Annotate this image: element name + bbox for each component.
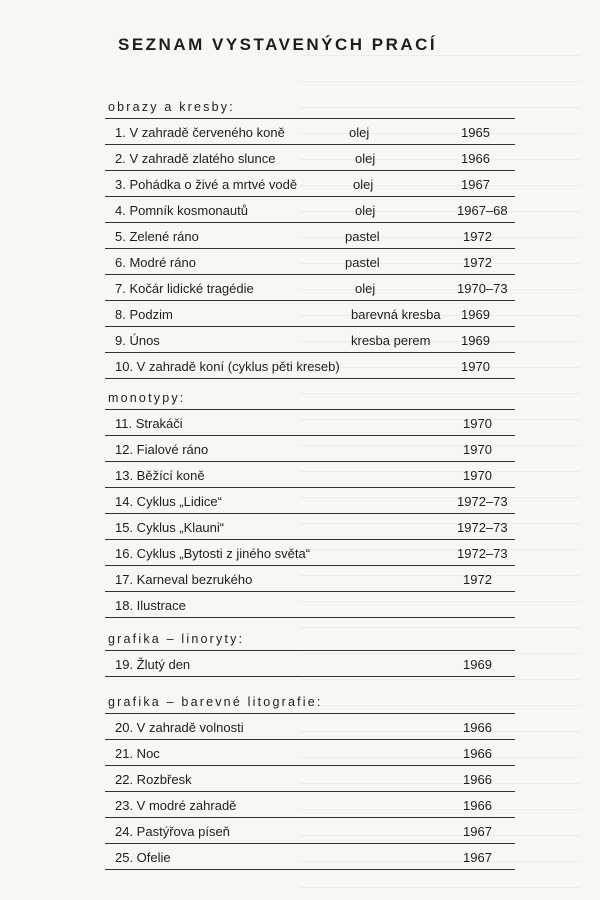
work-year: 1966 <box>461 151 490 166</box>
work-year: 1972 <box>463 229 492 244</box>
work-year: 1970 <box>463 468 492 483</box>
table-row <box>105 817 515 844</box>
work-technique: pastel <box>345 229 380 244</box>
section-bottom-rule <box>105 676 515 677</box>
work-title: 8. Podzim <box>115 307 173 322</box>
table-row <box>105 170 515 197</box>
work-year: 1969 <box>461 333 490 348</box>
work-year: 1966 <box>463 798 492 813</box>
work-technique: kresba perem <box>351 333 431 348</box>
section-label: monotypy: <box>108 391 186 405</box>
work-title: 24. Pastýřova píseň <box>115 824 230 839</box>
section-label: grafika – linoryty: <box>108 632 245 646</box>
table-row <box>105 565 515 592</box>
section-label: obrazy a kresby: <box>108 100 235 114</box>
table-row <box>105 118 515 145</box>
work-year: 1972 <box>463 255 492 270</box>
work-title: 12. Fialové ráno <box>115 442 209 457</box>
work-title: 2. V zahradě zlatého slunce <box>115 151 276 166</box>
table-row <box>105 248 515 275</box>
work-year: 1966 <box>463 746 492 761</box>
work-title: 11. Strakáči <box>115 416 183 431</box>
work-year: 1965 <box>461 125 490 140</box>
work-year: 1967–68 <box>457 203 508 218</box>
work-title: 13. Běžící koně <box>115 468 205 483</box>
work-title: 20. V zahradě volnosti <box>115 720 244 735</box>
work-technique: olej <box>349 125 370 140</box>
work-title: 18. Ilustrace <box>115 598 186 613</box>
work-year: 1972–73 <box>457 494 508 509</box>
work-technique: olej <box>355 203 376 218</box>
section-label: grafika – barevné litografie: <box>108 695 323 709</box>
table-row <box>105 591 515 618</box>
table-row <box>105 144 515 171</box>
work-technique: olej <box>355 151 376 166</box>
work-title: 10. V zahradě koní (cyklus pěti kreseb) <box>115 359 340 374</box>
work-year: 1970–73 <box>457 281 508 296</box>
table-row <box>105 539 515 566</box>
work-title: 15. Cyklus „Klauni“ <box>115 520 225 535</box>
work-title: 16. Cyklus „Bytosti z jiného světa“ <box>115 546 311 561</box>
work-title: 21. Noc <box>115 746 160 761</box>
work-title: 9. Únos <box>115 333 160 348</box>
work-year: 1967 <box>461 177 490 192</box>
table-row <box>105 513 515 540</box>
section-bottom-rule <box>105 869 515 870</box>
section-bottom-rule <box>105 378 515 379</box>
section-bottom-rule <box>105 617 515 618</box>
work-title: 19. Žlutý den <box>115 657 191 672</box>
work-year: 1970 <box>463 416 492 431</box>
table-row <box>105 843 515 870</box>
work-year: 1970 <box>463 442 492 457</box>
table-row <box>105 487 515 514</box>
table-row <box>105 435 515 462</box>
table-row <box>105 274 515 301</box>
work-year: 1970 <box>461 359 490 374</box>
work-technique: olej <box>355 281 376 296</box>
work-title: 1. V zahradě červeného koně <box>115 125 285 140</box>
work-title: 3. Pohádka o živé a mrtvé vodě <box>115 177 298 192</box>
work-year: 1969 <box>461 307 490 322</box>
work-year: 1972 <box>463 572 492 587</box>
work-year: 1972–73 <box>457 520 508 535</box>
work-title: 25. Ofelie <box>115 850 171 865</box>
work-technique: barevná kresba <box>351 307 441 322</box>
table-row <box>105 791 515 818</box>
work-technique: pastel <box>345 255 380 270</box>
work-year: 1966 <box>463 772 492 787</box>
table-row <box>105 765 515 792</box>
table-row <box>105 713 515 740</box>
work-title: 22. Rozbřesk <box>115 772 192 787</box>
work-year: 1969 <box>463 657 492 672</box>
work-year: 1967 <box>463 850 492 865</box>
table-row <box>105 326 515 353</box>
table-row <box>105 409 515 436</box>
work-title: 4. Pomník kosmonautů <box>115 203 248 218</box>
work-title: 14. Cyklus „Lidice“ <box>115 494 222 509</box>
table-row <box>105 300 515 327</box>
work-title: 17. Karneval bezrukého <box>115 572 253 587</box>
work-year: 1972–73 <box>457 546 508 561</box>
work-year: 1966 <box>463 720 492 735</box>
work-title: 6. Modré ráno <box>115 255 196 270</box>
table-row <box>105 461 515 488</box>
work-title: 5. Zelené ráno <box>115 229 199 244</box>
work-year: 1967 <box>463 824 492 839</box>
work-title: 7. Kočár lidické tragédie <box>115 281 254 296</box>
table-row <box>105 650 515 677</box>
table-row <box>105 222 515 249</box>
page-title: SEZNAM VYSTAVENÝCH PRACÍ <box>118 35 438 54</box>
work-technique: olej <box>353 177 374 192</box>
table-row <box>105 739 515 766</box>
table-row <box>105 352 515 379</box>
table-row <box>105 196 515 223</box>
work-title: 23. V modré zahradě <box>115 798 237 813</box>
